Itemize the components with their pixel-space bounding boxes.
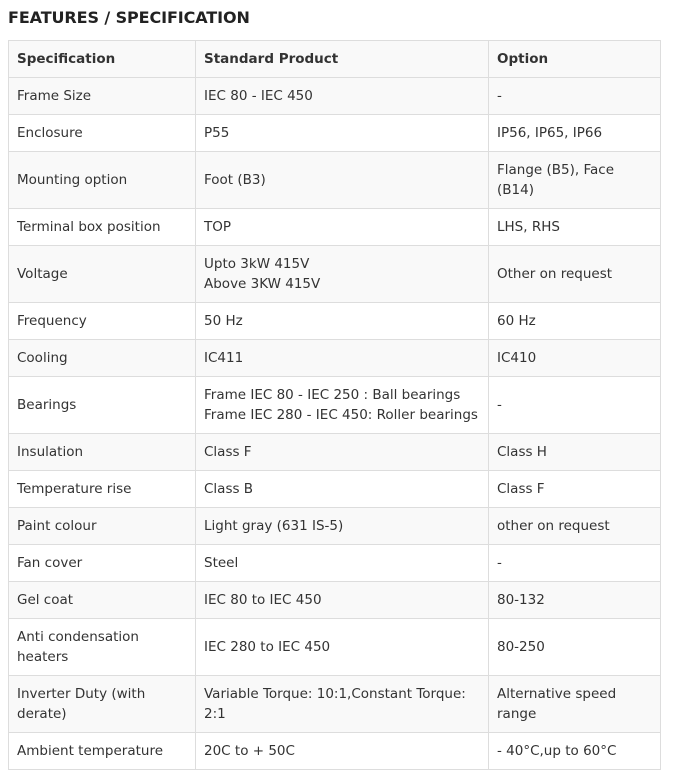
spec-cell: Mounting option <box>9 152 196 209</box>
header-specification: Specification <box>9 41 196 78</box>
table-row <box>9 619 661 676</box>
standard-cell: IEC 280 to IEC 450 <box>196 619 489 676</box>
table-row <box>9 303 661 340</box>
spec-cell: Bearings <box>9 377 196 434</box>
header-standard-product: Standard Product <box>196 41 489 78</box>
table-row <box>9 733 661 770</box>
table-row <box>9 246 661 303</box>
standard-cell: Foot (B3) <box>196 152 489 209</box>
standard-cell: P55 <box>196 115 489 152</box>
standard-cell: IEC 80 - IEC 450 <box>196 78 489 115</box>
standard-cell: 50 Hz <box>196 303 489 340</box>
table-row <box>9 471 661 508</box>
standard-cell: Variable Torque: 10:1,Constant Torque: 2:1 <box>196 676 489 733</box>
option-cell: Alternative speed range <box>489 676 661 733</box>
standard-cell: Light gray (631 IS-5) <box>196 508 489 545</box>
spec-cell: Anti condensation heaters <box>9 619 196 676</box>
table-row <box>9 582 661 619</box>
specification-table <box>8 40 661 770</box>
standard-cell: IEC 80 to IEC 450 <box>196 582 489 619</box>
table-row <box>9 545 661 582</box>
table-row <box>9 508 661 545</box>
standard-cell: IC411 <box>196 340 489 377</box>
option-cell: LHS, RHS <box>489 209 661 246</box>
standard-cell: Class F <box>196 434 489 471</box>
table-header-row <box>9 41 661 78</box>
spec-cell: Fan cover <box>9 545 196 582</box>
spec-cell: Inverter Duty (with derate) <box>9 676 196 733</box>
standard-cell: Frame IEC 80 - IEC 250 : Ball bearings Frame IEC 280 - IEC 450: Roller bearings <box>196 377 489 434</box>
spec-cell: Temperature rise <box>9 471 196 508</box>
table-row <box>9 434 661 471</box>
option-cell: Flange (B5), Face (B14) <box>489 152 661 209</box>
option-cell: - <box>489 545 661 582</box>
option-cell: Class H <box>489 434 661 471</box>
table-row <box>9 340 661 377</box>
header-option: Option <box>489 41 661 78</box>
spec-cell: Cooling <box>9 340 196 377</box>
spec-cell: Frequency <box>9 303 196 340</box>
table-row <box>9 377 661 434</box>
table-row <box>9 78 661 115</box>
spec-cell: Enclosure <box>9 115 196 152</box>
spec-cell: Insulation <box>9 434 196 471</box>
table-row <box>9 152 661 209</box>
option-cell: IP56, IP65, IP66 <box>489 115 661 152</box>
option-cell: Class F <box>489 471 661 508</box>
spec-cell: Paint colour <box>9 508 196 545</box>
option-cell: IC410 <box>489 340 661 377</box>
option-cell: - <box>489 78 661 115</box>
option-cell: - <box>489 377 661 434</box>
option-cell: 80-250 <box>489 619 661 676</box>
standard-cell: Steel <box>196 545 489 582</box>
option-cell: Other on request <box>489 246 661 303</box>
spec-cell: Ambient temperature <box>9 733 196 770</box>
option-cell: 60 Hz <box>489 303 661 340</box>
standard-cell: Class B <box>196 471 489 508</box>
spec-cell: Voltage <box>9 246 196 303</box>
page-title: FEATURES / SPECIFICATION <box>8 8 250 27</box>
spec-cell: Terminal box position <box>9 209 196 246</box>
option-cell: - 40°C,up to 60°C <box>489 733 661 770</box>
standard-cell: Upto 3kW 415V Above 3KW 415V <box>196 246 489 303</box>
option-cell: 80-132 <box>489 582 661 619</box>
option-cell: other on request <box>489 508 661 545</box>
spec-cell: Gel coat <box>9 582 196 619</box>
standard-cell: 20C to + 50C <box>196 733 489 770</box>
spec-cell: Frame Size <box>9 78 196 115</box>
table-row <box>9 115 661 152</box>
table-row <box>9 676 661 733</box>
table-row <box>9 209 661 246</box>
standard-cell: TOP <box>196 209 489 246</box>
